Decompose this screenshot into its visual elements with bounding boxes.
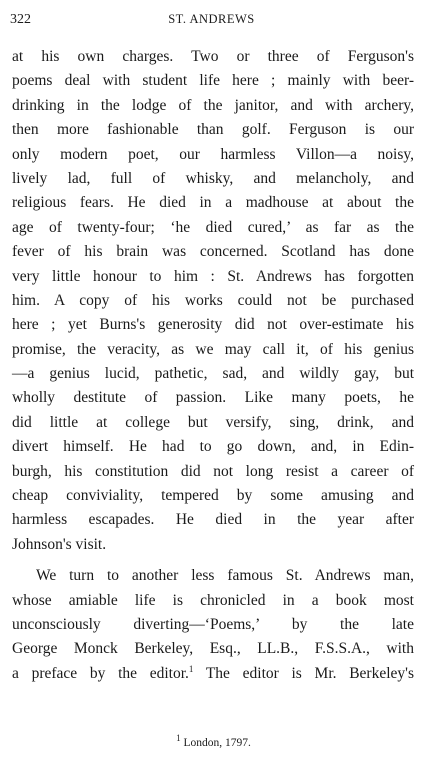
text-line: Johnson's visit. [12, 535, 107, 553]
text-line: wholly destitute of passion. Like many poets, he [12, 389, 414, 407]
text-line: lively lad, full of whisky, and melancholy, and [12, 169, 414, 187]
footnote-text: London, 1797. [183, 737, 251, 749]
text-line: at his own charges. Two or three of Ferguson's [12, 48, 414, 65]
text-segment: The editor is Mr. Berkeley's [205, 664, 414, 682]
text-line: burgh, his constitution did not long resist a career of [12, 462, 414, 480]
text-line: unconsciously diverting—‘Poems,’ by the late [12, 615, 414, 633]
footnote-marker[interactable]: 1 [188, 663, 194, 674]
text-line: fever of his brain was concerned. Scotland has done [12, 243, 414, 261]
running-title: ST. ANDREWS [168, 12, 255, 26]
text-line: very little honour to him : St. Andrews has forgotten [12, 267, 414, 285]
footnote [0, 733, 427, 749]
text-line: divert himself. He had to go down, and, in Edin- [12, 438, 414, 456]
text-line: poems deal with student life here ; mainly with beer- [12, 72, 414, 90]
paragraph-2 [12, 564, 414, 686]
text-line: harmless escapades. He died in the year after [12, 511, 414, 529]
text-line: drinking in the lodge of the janitor, and with archery, [12, 96, 414, 114]
text-line: then more fashionable than golf. Ferguson is our [12, 121, 414, 139]
text-line: did little at college but versify, sing, drink, and [12, 413, 414, 431]
text-segment: a preface by the editor. [12, 664, 189, 682]
text-line: here ; yet Burns's generosity did not over-estimate his [12, 316, 414, 334]
text-line: —a genius lucid, pathetic, sad, and wildly gay, but [12, 365, 414, 383]
footnote-number: 1 [176, 733, 181, 744]
text-line-with-footnote [12, 662, 414, 686]
page-header [10, 12, 413, 34]
text-line: promise, the veracity, as we may call it, of his genius [12, 340, 414, 358]
page-number: 322 [10, 12, 31, 27]
text-line: only modern poet, our harmless Villon—a noisy, [12, 145, 414, 163]
text-line: religious fears. He died in a madhouse at about the [12, 194, 414, 212]
text-line: We turn to another less famous St. Andrews man, [36, 567, 414, 585]
body-text [12, 45, 414, 686]
text-line: age of twenty-four; ‘he died cured,’ as far as the [12, 218, 414, 236]
text-line: George Monck Berkeley, Esq., LL.B., F.S.S.A., with [12, 640, 414, 658]
text-line: whose amiable life is chronicled in a book most [12, 591, 414, 609]
paragraph-1 [12, 45, 414, 557]
text-line: him. A copy of his works could not be purchased [12, 291, 414, 309]
paragraph-gap [12, 557, 414, 564]
text-line: cheap conviviality, tempered by some amusing and [12, 487, 414, 505]
